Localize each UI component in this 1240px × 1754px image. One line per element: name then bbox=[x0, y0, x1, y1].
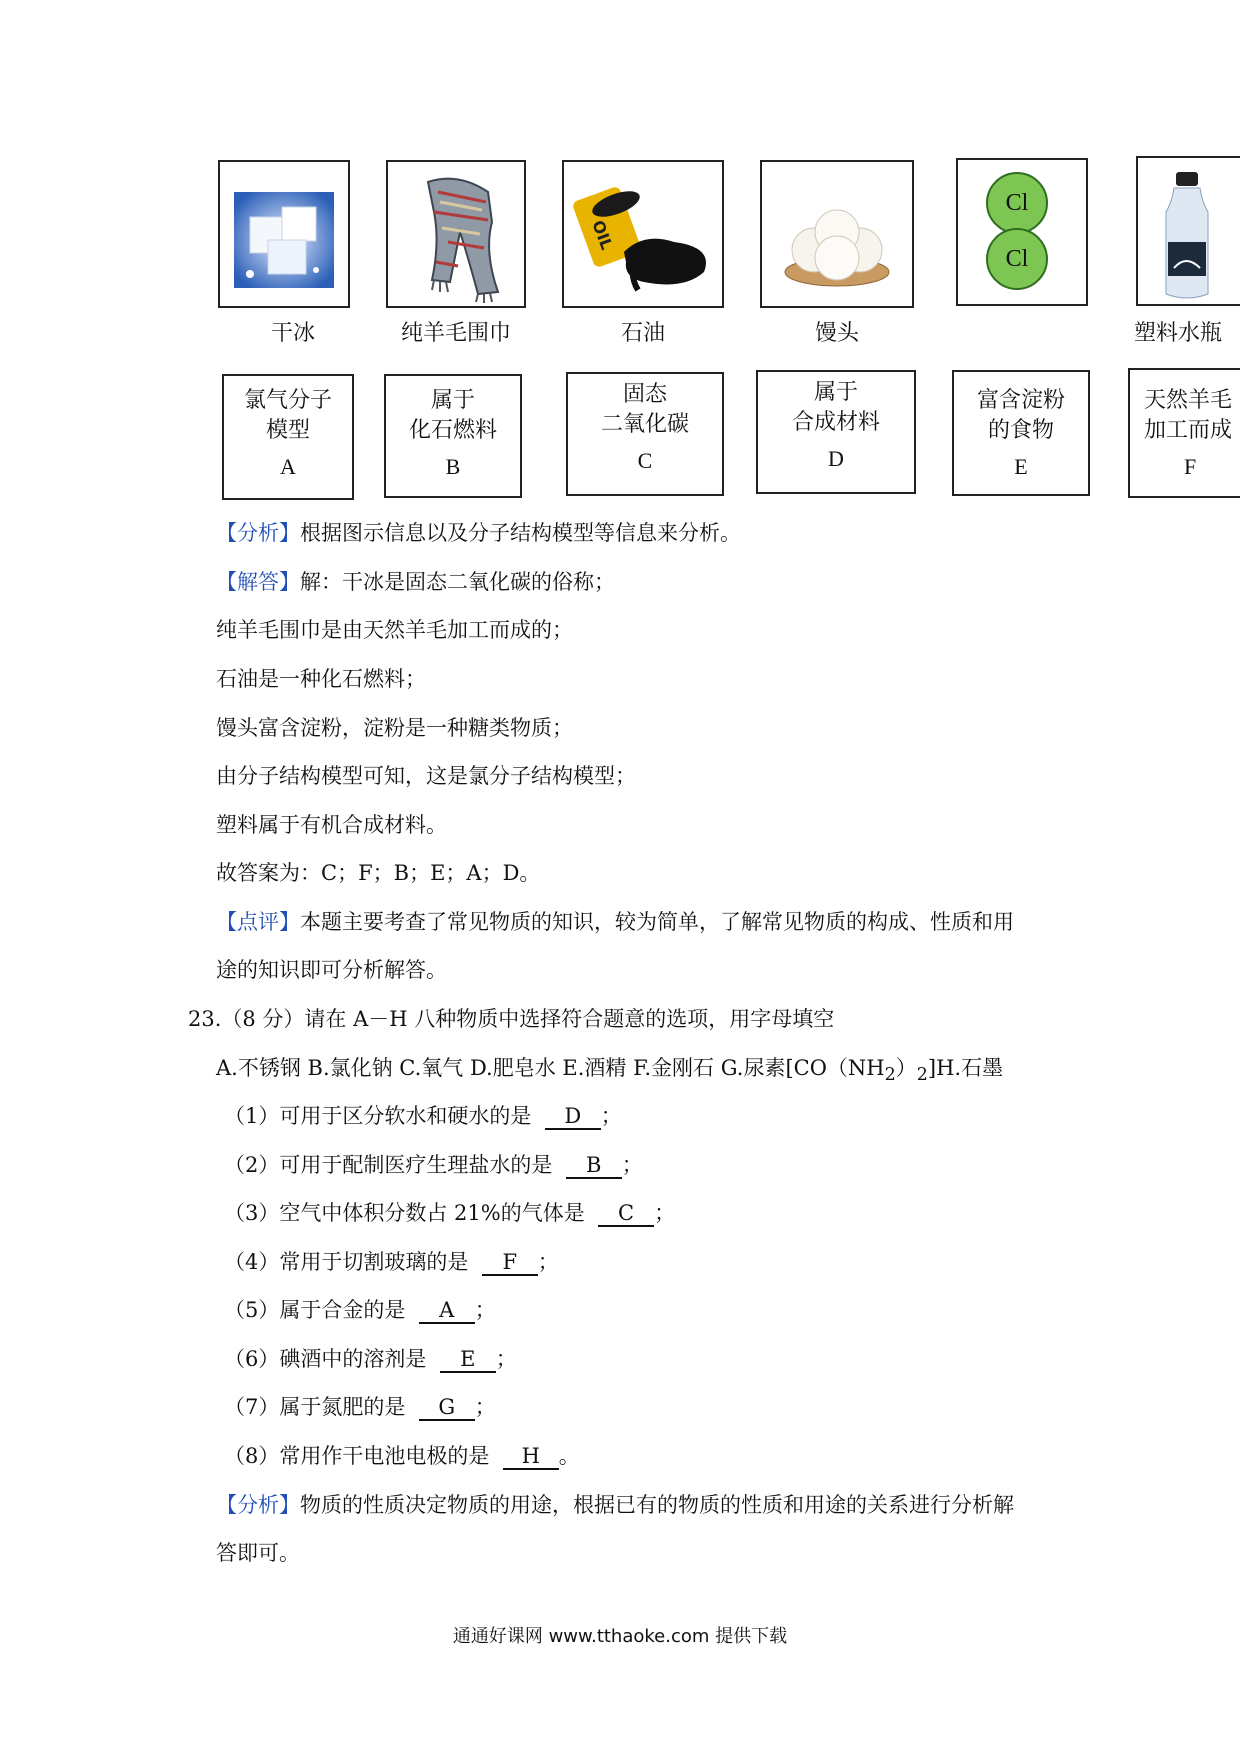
question-end: ； bbox=[474, 1298, 496, 1322]
analysis-tag: 【分析】 bbox=[216, 1493, 300, 1517]
question-end: ； bbox=[474, 1395, 496, 1419]
options-text: ]H.石墨 bbox=[927, 1056, 1004, 1080]
subscript: 2 bbox=[884, 1065, 896, 1086]
answer-blank: F bbox=[482, 1250, 538, 1276]
question-item bbox=[224, 1197, 675, 1227]
label-box-b bbox=[384, 374, 522, 498]
chlorine-atom: Cl bbox=[986, 172, 1048, 234]
answer-blank: A bbox=[419, 1298, 475, 1324]
option-letter: B bbox=[445, 454, 461, 479]
option-letter: D bbox=[828, 446, 844, 471]
question-23-title: 23.（8 分）请在 A－H 八种物质中选择符合题意的选项，用字母填空 bbox=[188, 1007, 835, 1031]
label-line: 属于 bbox=[813, 380, 858, 405]
analysis-text: 物质的性质决定物质的用途，根据已有的物质的性质和用途的关系进行分析解 bbox=[300, 1493, 1014, 1517]
analysis-text: 根据图示信息以及分子结构模型等信息来分析。 bbox=[300, 521, 741, 545]
label-line: 化石燃料 bbox=[408, 418, 497, 443]
image-caption: 纯羊毛围巾 bbox=[400, 321, 511, 346]
label-line: 模型 bbox=[265, 418, 310, 443]
label-line: 富含淀粉 bbox=[976, 388, 1065, 413]
label-line: 的食物 bbox=[987, 418, 1054, 443]
question-item bbox=[224, 1246, 559, 1276]
label-box-e bbox=[952, 370, 1090, 496]
question-item bbox=[224, 1294, 496, 1324]
analysis-line bbox=[216, 517, 741, 547]
comment-tag: 【点评】 bbox=[216, 910, 300, 934]
page-footer: 通通好课网 www.tthaoke.com 提供下载 bbox=[452, 1626, 788, 1647]
option-letter: E bbox=[1014, 454, 1028, 479]
solution-text: 解：干冰是固态二氧化碳的俗称； bbox=[300, 570, 615, 594]
answer-blank: B bbox=[566, 1153, 622, 1179]
question-text: （2）可用于配制医疗生理盐水的是 bbox=[224, 1153, 553, 1177]
question-text: （8）常用作干电池电极的是 bbox=[224, 1444, 490, 1468]
question-end: ； bbox=[537, 1250, 559, 1274]
question-end: 。 bbox=[558, 1444, 580, 1468]
question-text: （4）常用于切割玻璃的是 bbox=[224, 1250, 469, 1274]
comment-text: 本题主要考查了常见物质的知识，较为简单，了解常见物质的构成、性质和用 bbox=[300, 910, 1014, 934]
solution-line: 塑料属于有机合成材料。 bbox=[216, 813, 447, 837]
image-caption: 石油 bbox=[620, 321, 665, 346]
chlorine-molecule-model bbox=[956, 158, 1088, 306]
question-item bbox=[224, 1100, 622, 1130]
label-line: 氯气分子 bbox=[243, 388, 332, 413]
comment-line: 途的知识即可分析解答。 bbox=[216, 958, 447, 982]
label-line: 二氧化碳 bbox=[600, 412, 689, 437]
question-item bbox=[224, 1391, 496, 1421]
options-text: A.不锈钢 B.氯化钠 C.氧气 D.肥皂水 E.酒精 F.金刚石 G.尿素[CO（NH bbox=[216, 1056, 885, 1080]
label-line: 固态 bbox=[622, 382, 667, 407]
question-item bbox=[224, 1343, 517, 1373]
plastic-bottle-image bbox=[1136, 156, 1240, 306]
option-letter: F bbox=[1184, 454, 1197, 479]
solution-line: 馒头富含淀粉，淀粉是一种糖类物质； bbox=[216, 716, 573, 740]
option-letter: C bbox=[637, 448, 653, 473]
answer-blank: E bbox=[440, 1347, 496, 1373]
solution-line: 由分子结构模型可知，这是氯分子结构模型； bbox=[216, 764, 636, 788]
options-text: ） bbox=[895, 1056, 917, 1080]
analysis-line bbox=[216, 1489, 1014, 1519]
oil-image bbox=[562, 160, 724, 308]
label-line: 属于 bbox=[430, 388, 475, 413]
oil-barrel-label: OIL bbox=[588, 217, 617, 253]
scarf-image bbox=[386, 160, 526, 308]
question-text: （3）空气中体积分数占 21%的气体是 bbox=[224, 1201, 585, 1225]
option-letter: A bbox=[280, 454, 296, 479]
answer-blank: C bbox=[598, 1201, 654, 1227]
question-end: ； bbox=[654, 1201, 676, 1225]
answer-blank: D bbox=[545, 1104, 601, 1130]
answer-blank: H bbox=[503, 1444, 559, 1470]
label-box-c bbox=[566, 372, 724, 496]
label-line: 天然羊毛 bbox=[1144, 388, 1233, 413]
question-text: （7）属于氮肥的是 bbox=[224, 1395, 406, 1419]
subscript: 2 bbox=[916, 1065, 928, 1086]
steamed-bun-image bbox=[760, 160, 914, 308]
label-box-d bbox=[756, 370, 916, 494]
question-end: ； bbox=[600, 1104, 622, 1128]
analysis-tag: 【分析】 bbox=[216, 521, 300, 545]
question-text: （1）可用于区分软水和硬水的是 bbox=[224, 1104, 532, 1128]
solution-line bbox=[216, 566, 615, 596]
dry-ice-image bbox=[218, 160, 350, 308]
question-text: （5）属于合金的是 bbox=[224, 1298, 406, 1322]
image-caption: 干冰 bbox=[270, 321, 315, 346]
image-caption: 馒头 bbox=[814, 321, 859, 346]
label-box-f bbox=[1128, 368, 1240, 498]
image-caption: 塑料水瓶 bbox=[1134, 321, 1223, 346]
answer-blank: G bbox=[419, 1395, 475, 1421]
solution-line: 石油是一种化石燃料； bbox=[216, 667, 426, 691]
question-end: ； bbox=[621, 1153, 643, 1177]
chlorine-atom: Cl bbox=[986, 228, 1048, 290]
label-line: 合成材料 bbox=[791, 410, 880, 435]
comment-line bbox=[216, 906, 1014, 936]
label-line: 加工而成 bbox=[1144, 418, 1233, 443]
analysis-line: 答即可。 bbox=[216, 1541, 300, 1565]
question-item bbox=[224, 1149, 643, 1179]
label-box-a bbox=[222, 374, 354, 500]
question-end: ； bbox=[495, 1347, 517, 1371]
question-text: （6）碘酒中的溶剂是 bbox=[224, 1347, 427, 1371]
answer-summary: 故答案为：C；F；B；E；A；D。 bbox=[216, 861, 541, 885]
solution-tag: 【解答】 bbox=[216, 570, 300, 594]
solution-line: 纯羊毛围巾是由天然羊毛加工而成的； bbox=[216, 618, 573, 642]
question-item bbox=[224, 1440, 580, 1470]
question-23-options bbox=[216, 1052, 1003, 1085]
